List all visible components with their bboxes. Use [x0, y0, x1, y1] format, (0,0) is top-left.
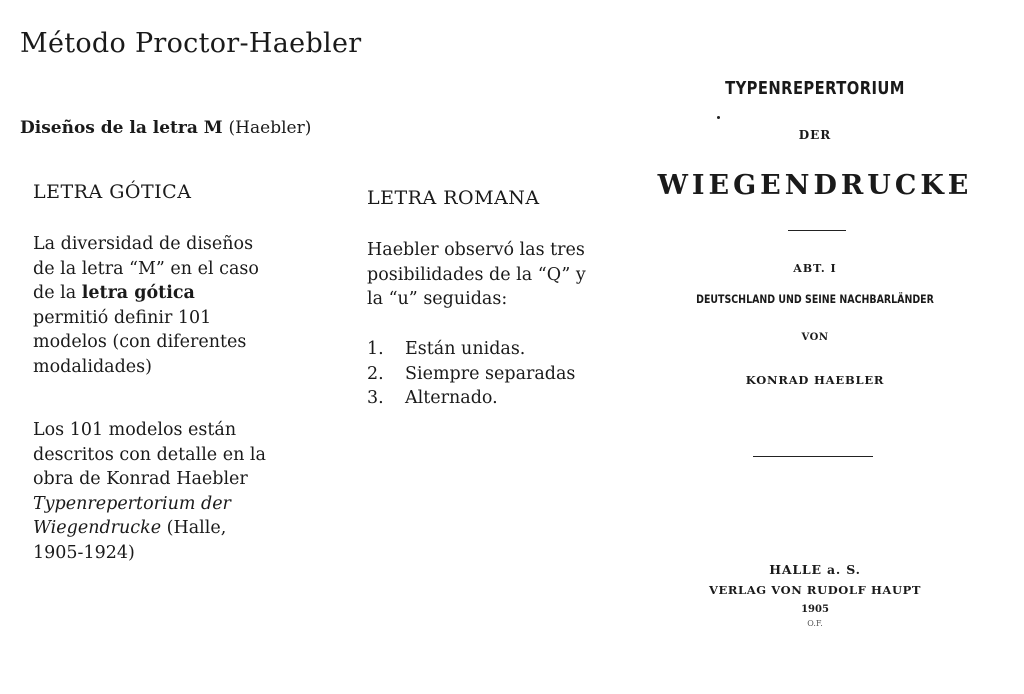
title-page-der: DER — [798, 128, 832, 142]
list-item — [367, 337, 575, 362]
gothic-p1-bold: letra gótica — [81, 283, 195, 303]
subtitle-main: Diseños de la letra M — [20, 118, 229, 138]
title-page-library-mark: O.F. — [807, 619, 823, 628]
gothic-p1-text: La diversidad de diseños de la letra “M” en el caso de la — [33, 234, 259, 303]
gothic-heading: LETRA GÓTICA — [33, 181, 192, 203]
section-subtitle — [20, 118, 311, 138]
title-page-author: KONRAD HAEBLER — [745, 373, 885, 387]
title-page-deutschland: DEUTSCHLAND UND SEINE NACHBARLÄNDER — [696, 292, 934, 306]
roman-heading: LETRA ROMANA — [367, 187, 540, 209]
title-page-rule-top — [788, 230, 846, 231]
list-item — [367, 386, 575, 411]
gothic-paragraph-1 — [33, 232, 273, 379]
gothic-p1-rest: permitió definir 101 modelos (con diferentes modalidades) — [33, 307, 247, 377]
title-page-wiegendrucke: WIEGENDRUCKE — [657, 170, 973, 201]
slide-title: Método Proctor-Haebler — [20, 28, 362, 59]
title-page-rule-bottom — [753, 456, 873, 457]
title-page-halle: HALLE a. S. — [769, 562, 861, 577]
gothic-p2-rest: (Halle, 1905-1924) — [33, 518, 227, 563]
list-item — [367, 362, 575, 387]
title-page-typenrepertorium: TYPENREPERTORIUM — [725, 78, 905, 99]
list-number: 3. — [367, 388, 384, 408]
gothic-p2-text: Los 101 modelos están descritos con detalle en la obra de Konrad Haebler — [33, 420, 266, 489]
list-text: Alternado. — [405, 388, 498, 408]
speck-mark — [717, 116, 720, 119]
list-text: Siempre separadas — [405, 363, 576, 384]
gothic-paragraph-2 — [33, 418, 278, 565]
list-number: 1. — [367, 339, 384, 359]
title-page-year: 1905 — [801, 604, 829, 615]
subtitle-paren: (Haebler) — [228, 118, 312, 138]
title-page-abt: ABT. I — [793, 262, 837, 275]
roman-intro: Haebler observó las tres posibilidades de la “Q” y la “u” seguidas: — [367, 240, 586, 309]
title-page-publisher: VERLAG VON RUDOLF HAUPT — [709, 583, 921, 597]
title-page-von: VON — [801, 332, 829, 343]
gothic-p2-italic: Typenrepertorium der Wiegendrucke — [33, 493, 231, 538]
book-title-page-image — [640, 70, 990, 640]
roman-list — [367, 337, 575, 411]
list-text: Están unidas. — [405, 339, 526, 359]
list-number: 2. — [367, 363, 384, 384]
